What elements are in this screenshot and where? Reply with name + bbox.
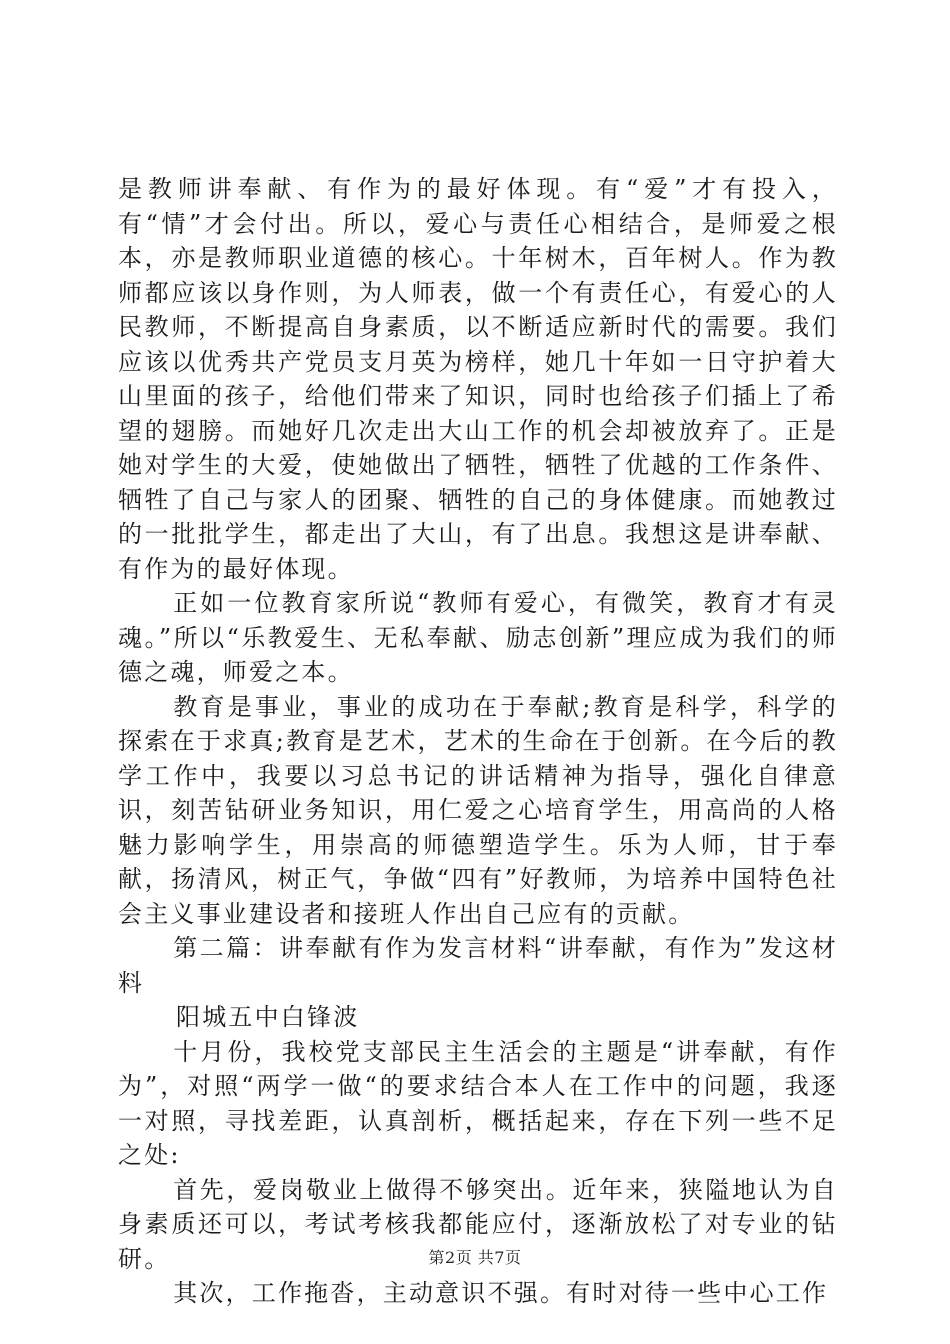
author-byline: 阳城五中白锋波	[176, 1003, 360, 1031]
paragraph-education-mission: 教育是事业，事业的成功在于奉献;教育是科学，科学的探索在于求真;教育是艺术，艺术的生命在于创新。在今后的教学工作中，我要以习总书记的讲话精神为指导，强化自律意识，刻苦钻研业务知识，用仁爱之心培育学生，用高尚的人格魅力影响学生，用崇高的师德塑造学生。乐为人师，甘于奉献，扬清风，树正气，争做“四有”好教师，为培养中国特色社会主义事业建设者和接班人作出自己应有的贡献。	[118, 692, 838, 928]
paragraph-meeting-theme: 十月份，我校党支部民主生活会的主题是“讲奉献，有作为”，对照“两学一做“的要求结合本人在工作中的问题，我逐一对照，寻找差距，认真剖析，概括起来，存在下列一些不足之处:	[118, 1037, 838, 1169]
page-number-footer: 第2页 共7页	[428, 1248, 522, 1267]
paragraph-continuation: 是教师讲奉献、有作为的最好体现。有“爱”才有投入，有“情”才会付出。所以，爱心与责任心相结合，是师爱之根本，亦是教师职业道德的核心。十年树木，百年树人。作为教师都应该以身作则，为人师表，做一个有责任心，有爱心的人民教师，不断提高自身素质，以不断适应新时代的需要。我们应该以优秀共产党员支月英为榜样，她几十年如一日守护着大山里面的孩子，给他们带来了知识，同时也给孩子们插上了希望的翅膀。而她好几次走出大山工作的机会却被放弃了。正是她对学生的大爱，使她做出了牺牲，牺牲了优越的工作条件、牺牲了自己与家人的团聚、牺牲的自己的身体健康。而她教过的一批批学生，都走出了大山，有了出息。我想这是讲奉献、有作为的最好体现。	[118, 175, 838, 583]
paragraph-educator-quote: 正如一位教育家所说“教师有爱心，有微笑，教育才有灵魂。”所以“乐教爱生、无私奉献、励志创新”理应成为我们的师德之魂，师爱之本。	[118, 589, 838, 686]
paragraph-first-shortcoming: 首先，爱岗敬业上做得不够突出。近年来，狭隘地认为自身素质还可以，考试考核我都能应付，逐渐放松了对专业的钻研。	[118, 1175, 838, 1273]
section-heading-part-two: 第二篇：讲奉献有作为发言材料“讲奉献，有作为”发这材料	[118, 934, 838, 997]
document-body	[118, 172, 838, 1311]
paragraph-second-shortcoming: 其次，工作拖沓，主动意识不强。有时对待一些中心工作	[173, 1279, 829, 1307]
